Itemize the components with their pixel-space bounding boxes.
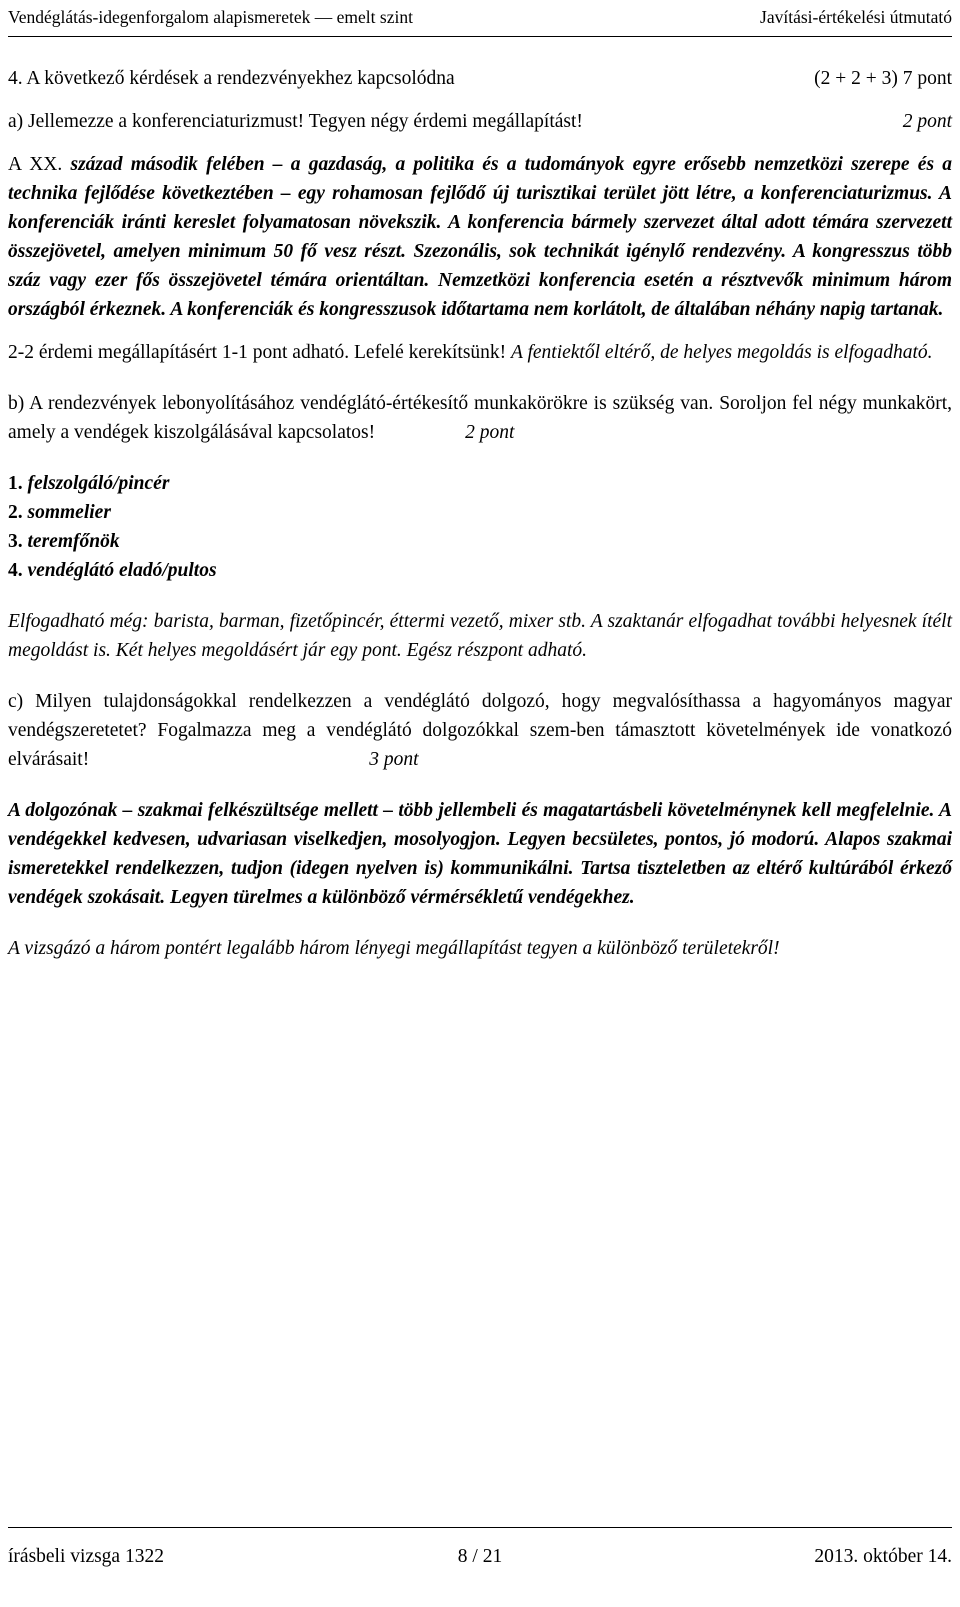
- list-item: [8, 556, 952, 585]
- question-title-row: [8, 64, 952, 93]
- list-item: [8, 469, 952, 498]
- part-b-prompt-text: b) A rendezvények lebonyolításához vendéglátó-értékesítő munkakörökre is szükség van. Soroljon fel négy munkakört, amely a vendégek kiszolgálásával kapcsolatos!: [8, 393, 952, 443]
- footer-page-number: 8 / 21: [457, 1546, 503, 1567]
- question-points: (2 + 2 + 3) 7 pont: [814, 68, 952, 89]
- part-c-scoring: A vizsgázó a három pontért legalább három lényegi megállapítást tegyen a különböző területekről!: [8, 938, 780, 959]
- footer-left: írásbeli vizsga 1322: [8, 1546, 164, 1567]
- part-c-prompt: [8, 687, 952, 774]
- page-content: [8, 64, 952, 963]
- list-item: [8, 527, 952, 556]
- list-item-number: 1.: [8, 473, 23, 494]
- list-item-text: felszolgáló/pincér: [27, 473, 170, 494]
- list-item-number: 4.: [8, 560, 23, 581]
- part-c-answer: A dolgozónak – szakmai felkészültsége mellett – több jellembeli és magatartásbeli követelménynek kell megfelelnie. A vendégekkel kedvesen, udvariasan viselkedjen, mosolyogjon. Legyen becsületes, pontos, jó modorú. Alapos szakmai ismeretekkel rendelkezzen, tudjon (idegen nyelven is) kommunikálni. Tartsa tiszteletben az eltérő kultúrából érkező vendégek szokásait. Legyen türelmes a különböző vérmérsékletű vendégekhez.: [8, 800, 952, 908]
- footer-date: 2013. október 14.: [814, 1546, 952, 1567]
- part-b-points: 2 pont: [465, 422, 515, 443]
- header-left: Vendéglátás-idegenforgalom alapismeretek — emelt szint: [8, 6, 413, 27]
- part-a-prompt-row: [8, 107, 952, 136]
- part-a-prompt: a) Jellemezze a konferenciaturizmust! Tegyen négy érdemi megállapítást!: [8, 111, 583, 132]
- header-rule: [8, 36, 952, 37]
- footer-rule: [8, 1527, 952, 1528]
- part-b-answer-list: [8, 469, 952, 585]
- page-footer: [8, 1542, 952, 1572]
- list-item: [8, 498, 952, 527]
- list-item-text: teremfőnök: [27, 531, 120, 552]
- part-a-scoring: [8, 338, 952, 367]
- part-a-scoring-normal: 2-2 érdemi megállapításért 1-1 pont adható. Lefelé kerekítsünk!: [8, 342, 507, 363]
- part-c-prompt-text: c) Milyen tulajdonságokkal rendelkezzen a vendéglátó dolgozó, hogy megvalósíthassa a hagyományos magyar vendégszeretetet? Fogalmazza meg a vendéglátó dolgozókkal szem-ben támasztott követelmények ide vonatkozó elvárásait!: [8, 691, 952, 770]
- question-title: 4. A következő kérdések a rendezvényekhez kapcsolódna: [8, 68, 455, 89]
- header-right: Javítási-értékelési útmutató: [760, 6, 952, 27]
- part-a-answer-text: század második felében – a gazdaság, a politika és a tudományok egyre erősebb nemzetközi szerepe és a technika fejlődése következtében – egy rohamosan fejlődő új turisztikai terület jött létre, a konferenciaturizmus. A konferenciák iránti kereslet folyamatosan növekszik. A konferencia bármely szervezet által adott témára szervezett összejövetel, amelyen minimum 50 fő vesz részt. Szezonális, sok technikát igénylő rendezvény. A kongresszus több száz vagy ezer fős összejövetel témára orientáltan. Nemzetközi konferencia esetén a résztvevők minimum három országból érkeznek. A konferenciák és kongresszusok időtartama nem korlátolt, de általában néhány napig tartanak.: [8, 154, 953, 320]
- part-a-answer: [8, 150, 952, 324]
- part-a-scoring-italic: A fentiektől eltérő, de helyes megoldás is elfogadható.: [511, 342, 933, 363]
- page-header: [8, 4, 952, 30]
- part-a-points: 2 pont: [902, 111, 952, 132]
- list-item-text: sommelier: [27, 502, 111, 523]
- part-b-prompt: [8, 389, 952, 447]
- part-b-scoring: Elfogadható még: barista, barman, fizetőpincér, éttermi vezető, mixer stb. A szaktanár elfogadhat további helyesnek ítélt megoldást is. Két helyes megoldásért jár egy pont. Egész részpont adható.: [8, 611, 952, 661]
- list-item-number: 2.: [8, 502, 23, 523]
- part-c-points: 3 pont: [369, 749, 419, 770]
- part-a-answer-lead: A XX.: [8, 154, 63, 175]
- list-item-number: 3.: [8, 531, 23, 552]
- list-item-text: vendéglátó eladó/pultos: [27, 560, 217, 581]
